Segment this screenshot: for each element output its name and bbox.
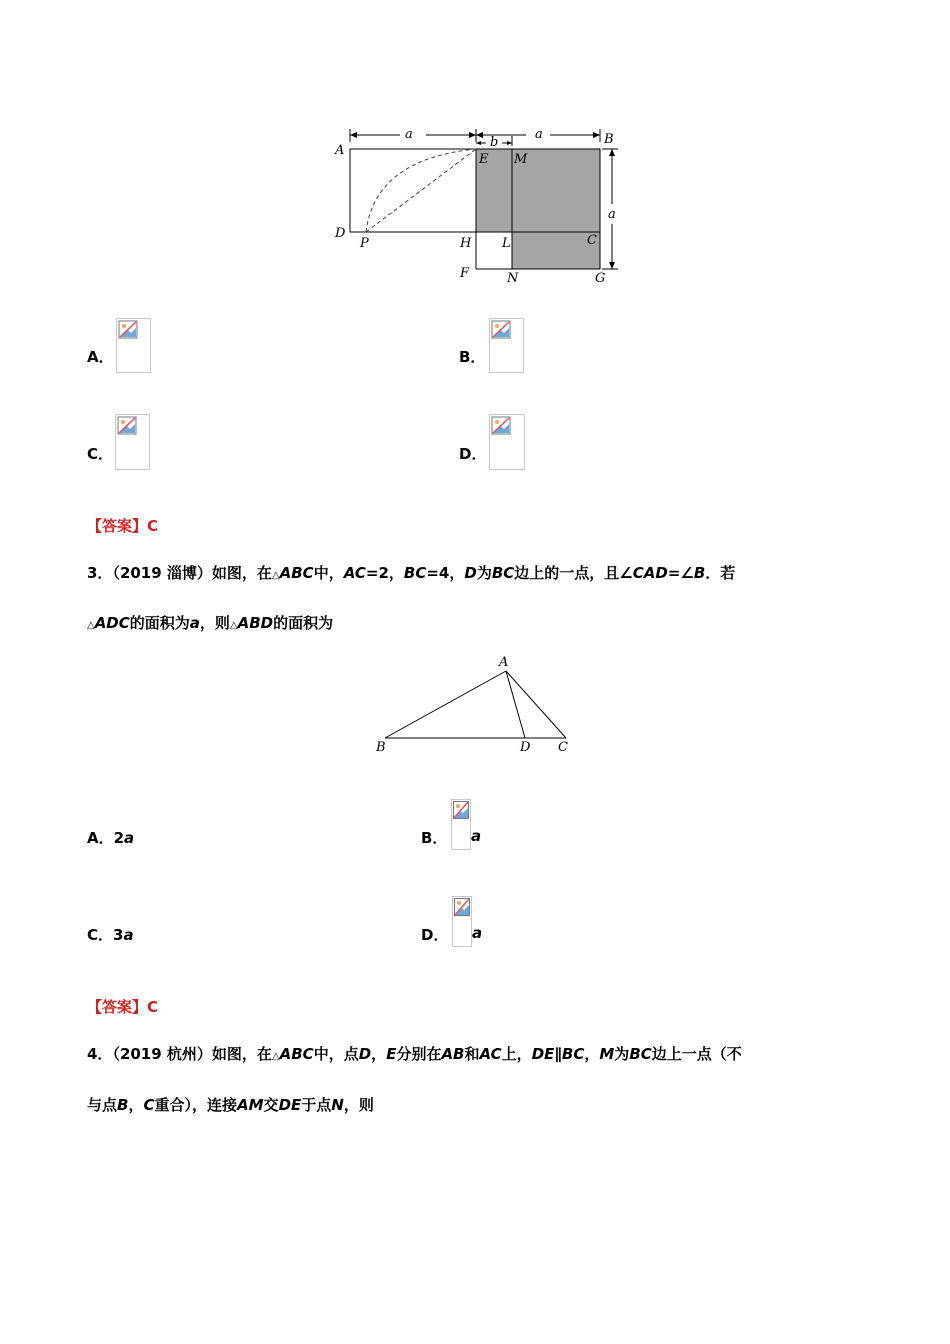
q3-option-a: A．2a: [87, 829, 135, 847]
label-M: M: [514, 152, 528, 167]
segment-ab: [385, 671, 506, 738]
broken-image-icon: [118, 320, 138, 339]
label-B: B: [376, 740, 386, 755]
label-G: G: [595, 271, 606, 286]
q3-option-d-image: [452, 896, 472, 947]
q2-option-a-image: [116, 318, 151, 373]
q2-answer: 【答案】C: [87, 517, 159, 535]
q3-option-d-label: D．: [421, 926, 449, 944]
q3-option-b-label: B．: [421, 829, 448, 847]
label-C: C: [587, 233, 597, 248]
q4-question-line1: 4．（2019 杭州）如图，在△ABC中，点D，E分别在AB和AC上，DE∥BC，M为BC边上一点（不: [87, 1045, 742, 1063]
dim-a-left: a: [405, 127, 413, 142]
broken-image-icon: [117, 416, 137, 435]
q3-question-line2: △ADC的面积为a，则△ABD的面积为: [87, 614, 334, 632]
label-L: L: [502, 236, 511, 251]
q2-option-c-image: [115, 414, 150, 470]
q3-option-d-var: a: [472, 924, 483, 942]
label-E: E: [479, 152, 489, 167]
label-H: H: [460, 236, 472, 251]
shaded-rect-mbgn: [512, 149, 600, 269]
q2-option-c-label: C．: [87, 445, 114, 463]
dim-b: b: [490, 135, 499, 150]
dim-a-right: a: [535, 127, 543, 142]
broken-image-icon: [454, 898, 470, 916]
label-A: A: [499, 655, 509, 670]
q4-question-line2: 与点B，C重合），连接AM交DE于点N，则: [87, 1096, 374, 1114]
q3-question-line1: 3．（2019 淄博）如图，在△ABC中，AC=2，BC=4，D为BC边上的一点，且∠CAD=∠B．若: [87, 564, 736, 582]
q2-option-d-image: [489, 414, 525, 470]
label-P: P: [360, 236, 369, 251]
broken-image-icon: [491, 416, 511, 435]
q3-answer: 【答案】C: [87, 998, 159, 1016]
q2-square-figure: [330, 124, 630, 289]
label-A: A: [335, 143, 345, 158]
broken-image-icon: [491, 320, 511, 339]
label-B: B: [604, 132, 614, 147]
q3-option-b-var: a: [471, 827, 482, 845]
label-F: F: [460, 266, 470, 281]
q3-triangle-figure: [370, 650, 580, 760]
dim-a-vertical: a: [608, 207, 616, 222]
label-N: N: [507, 271, 519, 286]
label-D: D: [335, 226, 346, 241]
dashed-arc: [366, 149, 476, 232]
broken-image-icon: [453, 801, 469, 819]
q3-option-b-image: [451, 799, 471, 850]
q2-option-b-label: B．: [459, 348, 486, 366]
label-D: D: [520, 740, 531, 755]
q2-option-d-label: D．: [459, 445, 487, 463]
label-C: C: [558, 740, 568, 755]
q3-option-c: C．3a: [87, 926, 134, 944]
q2-option-b-image: [489, 318, 524, 373]
q2-option-a-label: A．: [87, 348, 114, 366]
